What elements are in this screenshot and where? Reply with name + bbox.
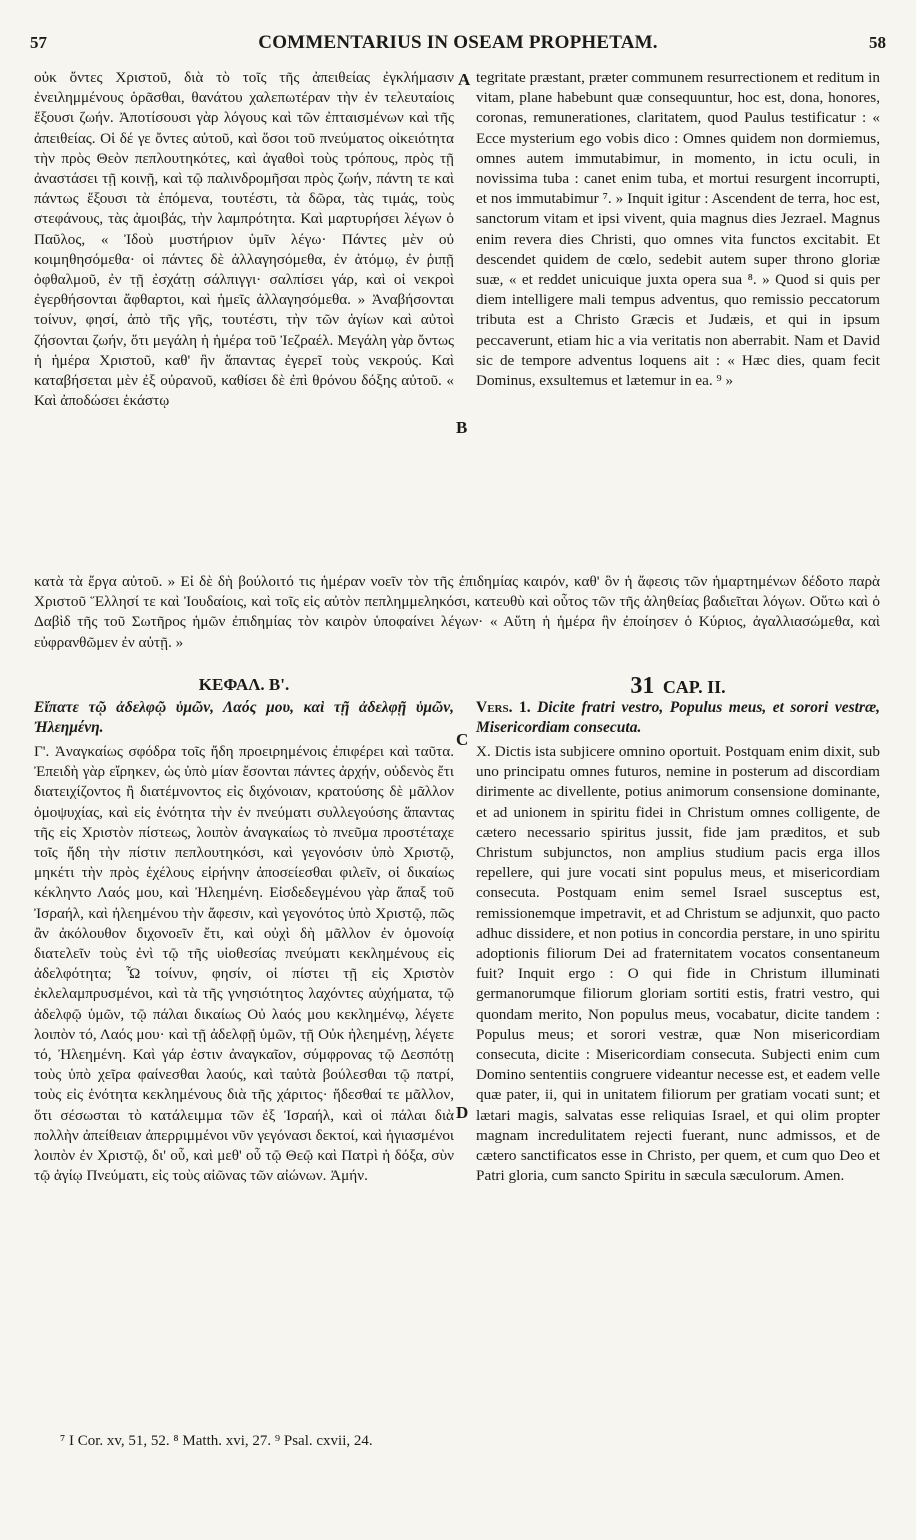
greek-paragraph-top: οὐκ ὄντες Χριστοῦ, διὰ τὸ τοῖς τῆς ἀπειθείας ἐγκλήμασιν ἐνειλημμένους ὁρᾶσθαι, θανάτου χαλεπωτέραν τὴν ἐν τελευταίοις ἕξουσι ζωήν. Ἀποτίσουσι γὰρ λόγους καὶ τῶν ἐπταισμένων καὶ τῆς ἀπειθείας. Οἱ δέ γε ὄντες αὐτοῦ, καὶ ὅσοι τοῦ πνεύματος οἰκειότητα τὴν πρὸς Θεὸν πεπλουτηκότες, καὶ ἀγαθοὶ τοὺς τρόπους, πρὸς τῇ ἀναστάσει τῇ κοινῇ, καὶ τῷ παλινδρομῆσαι πρὸς ζωήν, πάντη τε καὶ πάντως ἕξουσι τὰ ἑπόμενα, τουτέστι, τὰ δῶρα, τὰς τιμάς, τοὺς στεφάνους, τὰς ἀμοιβάς, τὴν λαμπρότητα. Καὶ μαρτυρήσει λέγων ὁ Παῦλος, « Ἰδοὺ μυστήριον ὑμῖν λέγω· Πάντες μὲν οὐ κοιμηθησόμεθα· οἱ πάντες δὲ ἀλλαγησόμεθα, ἐν ἀτόμῳ, ἐν ῥιπῇ ὀφθαλμοῦ, ἐν τῇ ἐσχάτῃ σάλπιγγι· σαλπίσει γάρ, καὶ οἱ νεκροὶ ἐγερθήσονται ἄφθαρτοι, καὶ ἡμεῖς ἀλλαγησόμεθα. » Ἀναβήσονται τοίνυν, φησί, ἀπὸ τῆς γῆς, τουτέστι, τὴν τῶν ἁγίων καὶ αὐτοὶ ζήσονται ζωήν, ὅτι μεγάλη ἡ ἡμέρα τοῦ Ἰεζραέλ. Μεγάλη γὰρ ὄντως ἡ ἡμέρα Χριστοῦ, καθ' ἣν ἅπαντας ἐγερεῖ τοὺς νεκρούς. Καὶ καταβήσεται μὲν ἐξ οὐρανοῦ, καθίσει δὲ ἐπὶ θρόνου δόξης αὐτοῦ. « Καὶ ἀποδώσει ἑκάστῳ [34,69,454,410]
page-number-right: 58 [868,33,886,52]
margin-marker-d: D [456,1103,469,1122]
margin-marker-a: A [458,70,471,89]
latin-column-top [476,68,880,391]
verse-text: Dicite fratri vestro, Populus meus, et sorori vestræ, Misericordiam consecuta. [476,699,881,736]
column-number: 31 [630,673,655,699]
greek-spanning-paragraph: κατὰ τὰ ἔργα αὐτοῦ. » Εἰ δὲ δὴ βούλοιτό τις ἡμέραν νοεῖν τὸν τῆς ἐπιδημίας καιρόν, καθ' ὃν ἡ ἄφεσις τῶν ἡμαρτημένων δέδοτο παρὰ Χριστοῦ Ἕλλησί τε καὶ Ἰουδαίοις, καὶ τοῖς εἰς αὐτὸν πεπλημμεληκόσι, κατευθὺ καὶ οὗτος τῶν τῆς ἀληθείας βαδιεῖται λόγων. Οὕτω καὶ ὁ Δαβὶδ τῆς τοῦ Σωτῆρος ἡμῶν ἐπιδημίας τὸν καιρὸν ὑποφαίνει λέγων· « Αὕτη ἡ ἡμέρα ἣν ἐποίησεν ὁ Κύριος, ἀγαλλιασώμεθα, καὶ εὐφρανθῶμεν ἐν αὐτῇ. » [34,573,880,651]
verse-label: Vers. 1. [476,699,531,716]
greek-commentary-paragraph: Γ'. Ἀναγκαίως σφόδρα τοῖς ἤδη προειρημένοις ἐπιφέρει καὶ ταῦτα. Ἐπειδὴ γὰρ εἴρηκεν, ὡς ὑπὸ μίαν ἔσονται πάντες ἀρχήν, οὐδενὸς ἔτι διατειχίζοντος ἢ διατέμνοντος εἰς διχόνοιαν, κρατούσης δὲ μᾶλλον ὁμοψυχίας, καὶ εἰς ἑνότητα τὴν ἐν πνεύματι συλλεγούσης ἅπαντας τῆς εἰς Χριστὸν πίστεως, λοιπὸν ἀναγκαίως τὸ πνεῦμα προστέταχε τοῖς ἤδη τὴν πίστιν πεπλουτηκόσι, καὶ γεγονόσιν ὑπὸ Χριστῷ, μηκέτι τὴν πρὸς ἑχέλους εἰρήνην ἀποσείεσθαι φιλεῖν, οἱ δικαίως κέκληντο Λαός μου, καὶ Ἠλεημένη. Εἰσδεδεγμένου γὰρ ἅπαξ τοῦ Ἰσραήλ, καὶ ἠλεημένου τὴν ἄφεσιν, καὶ γεγονότος ὑπὸ Χριστῷ, πῶς ἂν ἀκόλουθον διχονοεῖν ἔτι, καὶ οὐχὶ δὴ μᾶλλον ἐν ὁμονοίᾳ διατελεῖν τοὺς ἐνὶ τῷ τῆς υἱοθεσίας πνεύματι κεκλημένους εἰς ἀδελφότητα; Ὦ τοίνυν, φησίν, οἱ πίστει τῇ εἰς Χριστὸν ἐκλελαμπρυσμένοι, καὶ τὰ τῆς γνησιότητος λαχόντες αὐχήματα, τῷ ἀδελφῷ ὑμῶν, τῷ πάλαι δικαίως Οὐ λαός μου κεκλημένῳ, λέγετε λοιπὸν τό, Λαός μου· καὶ τῇ ἀδελφῇ ὑμῶν, τῇ Οὐκ ἠλεημένῃ, λέγετε τό, Ἠλεημένη. Καὶ γάρ ἐστιν ἀναγκαῖον, σύμφρονας τῷ Δεσπότῃ τοὺς ὑπὸ χεῖρα φαίνεσθαι λαούς, καὶ ταὐτὰ βούλεσθαι τῷ πατρί, τοὺς εἰς ἑνότητα κεκλημένους διὰ τῆς χάριτος· ἥδεσθαί τε μᾶλλον, ὅτι σέσωσται τὸ κατάλειμμα τῶν ἐξ Ἰσραήλ, καὶ οἱ πάλαι διὰ πολλὴν ἀπείθειαν ἀπερριμμένοι νῦν γεγόνασι δεκτοί, καὶ ἡγιασμένοι λοιπὸν ἐν Χριστῷ, δι' οὗ, καὶ μεθ' οὗ τῷ Θεῷ καὶ Πατρὶ ἡ δόξα, σὺν τῷ ἁγίῳ Πνεύματι, εἰς τοὺς αἰῶνας τῶν αἰώνων. Ἀμήν. [34,743,454,1185]
latin-paragraph-top: tegritate præstant, præter communem resurrectionem et reditum in vitam, plane habebunt quæ consequuntur, hoc est, dona, honores, coronas, remunerationes, claritatem, quod Paulus testificatur : « Ecce mysterium ego vobis dico : Omnes quidem non dormiemus, omnes autem immutabimur, in momento, in ictu oculi, in novissima tuba : canet enim tuba, et mortui resurgent incorrupti, et nos immutabimur ⁷. » Inquit igitur : Ascendent de terra, hoc est, sanctorum vitam et ipsi vivent, quia magnus dies Jezrael. Magnus enim revera dies Christi, quo omnes vita functos excitabit. Et descendet quidem de cœlo, sedebit autem super throno gloriæ suæ, « et reddet unicuique juxta opera sua ⁸. » Quod si quis per diem intelligere mali tempus adventus, quo remissio peccatorum tributa est a Christo Græcis et Judæis, et qui in ipsum peccaverunt, etiam hic a via veritatis non aberrabit. Nam et David sic de tempore adventus loquens ait : « Hæc dies, quam fecit Dominus, exsultemus et lætemur in ea. ⁹ » [476,69,880,390]
latin-verse-lemma [476,698,880,738]
margin-marker-c: C [456,730,469,749]
running-header [30,32,886,60]
greek-column-body [34,742,454,1186]
latin-chapter-heading [476,673,880,700]
greek-verse-lemma: Εἴπατε τῷ ἀδελφῷ ὑμῶν, Λαός μου, καὶ τῇ ἀδελφῇ ὑμῶν, Ἠλεημένη. [34,699,454,736]
margin-marker-b: B [456,418,468,437]
running-title: COMMENTARIUS IN OSEAM PROPHETAM. [258,32,658,53]
footnotes: ⁷ I Cor. xv, 51, 52. ⁸ Matth. xvi, 27. ⁹ Psal. cxvii, 24. [60,1433,373,1449]
latin-column-body [476,742,880,1186]
page-number-left: 57 [30,33,47,52]
latin-chapter-label: CAP. II. [662,677,726,697]
greek-full-width-passage [34,572,880,653]
greek-column-top [34,68,454,411]
latin-commentary-paragraph: X. Dictis ista subjicere omnino oportuit. Postquam enim dixit, sub uno principatu omnes futuros, nemine in posterum ad discordiam dirimente ac divellente, potius animorum consensione dominante, et ad unionem in spiritu fidei in Christum omnes colligente, de cætero necessario spiritus jussit, fide jam præditos, et sub Christum subjunctos, non amplius studium pacis erga illos repellere, qui jure vocati sint populus meus, et misericordiam consecuta. Postquam enim semel Israel susceptus est, remissionemque impetravit, et ad Christum se adjunxit, quo pacto adhuc dissidere, et non potius in concordia perstare, in uno spiritu adoptionis filiorum Dei ad fraternitatem vocatos consentaneum fuit? Inquit ergo : O qui fide in Christum illuminati germanorumque filiorum gloriam sortiti estis, fratri vestro, qui quondam merito, Non populus meus, vocabatur, dicite tandem : Populus meus; et sorori vestræ, quæ Non misericordiam consecuta, dicite : Misericordiam consecuta. Subjecti enim cum Domino sententiis congruere videantur necesse est, et eadem velle quæ pater, ii, qui in unitatem filiorum per gratiam vocati sunt; et lætari magis, salvatas esse reliquias Israel, et qui olim propter magnam incredulitatem rejecti fuerant, nunc admissos, et de cætero sanctificatos esse in Christo, per quem, et cum quo Deo et Patri gloria, cum sancto Spiritu in sæcula sæculorum. Amen. [476,743,880,1185]
greek-chapter-heading: ΚΕΦΑΛ. Β'. [198,675,290,694]
